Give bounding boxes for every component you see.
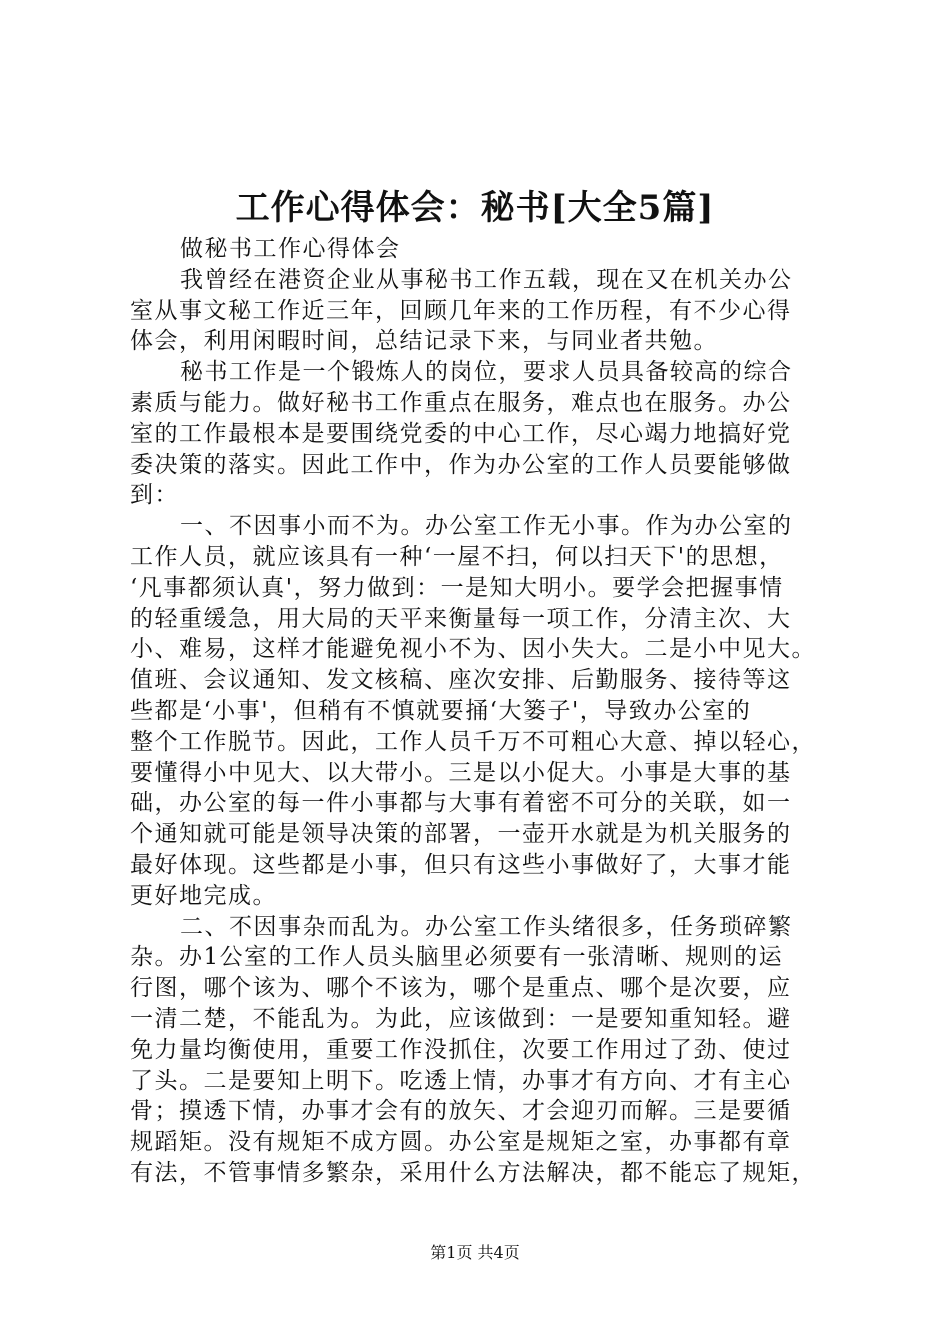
document-body xyxy=(130,234,830,1189)
text-line: 行图，哪个该为、哪个不该为，哪个是重点、哪个是次要，应 xyxy=(130,975,792,1002)
text-line: 我曾经在港资企业从事秘书工作五载，现在又在机关办公 xyxy=(180,266,793,293)
text-line: 免力量均衡使用，重要工作没抓住，次要工作用过了劲、使过 xyxy=(130,1036,792,1063)
text-line: 二、不因事杂而乱为。办公室工作头绪很多，任务琐碎繁 xyxy=(180,913,793,940)
text-line: 值班、会议通知、发文核稿、座次安排、后勤服务、接待等这 xyxy=(130,667,792,694)
page-footer: 第1页 共4页 xyxy=(430,1243,520,1262)
text-line: 个通知就可能是领导决策的部署，一壶开水就是为机关服务的 xyxy=(130,821,792,848)
text-line: 一清二楚，不能乱为。为此，应该做到：一是要知重知轻。避 xyxy=(130,1005,792,1032)
text-line: 最好体现。这些都是小事，但只有这些小事做好了，大事才能 xyxy=(130,851,792,878)
text-line: 室从事文秘工作近三年，回顾几年来的工作历程，有不少心得 xyxy=(130,297,792,324)
text-line: 要懂得小中见大、以大带小。三是以小促大。小事是大事的基 xyxy=(130,759,792,786)
text-line: 小、难易，这样才能避免视小不为、因小失大。二是小中见大。 xyxy=(130,636,816,663)
text-line: 整个工作脱节。因此，工作人员千万不可粗心大意、掉以轻心， xyxy=(130,728,816,755)
text-line: 些都是‘小事'，但稍有不慎就要捅‘大篓子'，导致办公室的 xyxy=(130,697,752,724)
document-title: 工作心得体会：秘书[大全5篇] xyxy=(235,188,715,228)
text-line: 室的工作最根本是要围绕党委的中心工作，尽心竭力地搞好党 xyxy=(130,420,792,447)
text-line: 规蹈矩。没有规矩不成方圆。办公室是规矩之室，办事都有章 xyxy=(130,1129,792,1156)
text-line: 有法，不管事情多繁杂，采用什么方法解决，都不能忘了规矩， xyxy=(130,1159,816,1186)
text-line: 工作人员，就应该具有一种‘一屋不扫，何以扫天下'的思想， xyxy=(130,543,784,570)
text-line: 到： xyxy=(130,482,179,509)
text-line: 秘书工作是一个锻炼人的岗位，要求人员具备较高的综合 xyxy=(180,359,793,386)
text-line: 委决策的落实。因此工作中，作为办公室的工作人员要能够做 xyxy=(130,451,792,478)
text-line: ‘凡事都须认真'，努力做到：一是知大明小。要学会把握事情 xyxy=(130,574,784,601)
text-line: 杂。办1公室的工作人员头脑里必须要有一张清晰、规则的运 xyxy=(130,944,784,971)
text-line: 素质与能力。做好秘书工作重点在服务，难点也在服务。办公 xyxy=(130,389,792,416)
text-line: 更好地完成。 xyxy=(130,882,277,909)
text-line: 了头。二是要知上明下。吃透上情，办事才有方向、才有主心 xyxy=(130,1067,792,1094)
text-line: 础，办公室的每一件小事都与大事有着密不可分的关联，如一 xyxy=(130,790,792,817)
text-line: 做秘书工作心得体会 xyxy=(180,236,401,262)
text-line: 一、不因事小而不为。办公室工作无小事。作为办公室的 xyxy=(180,513,793,540)
text-line: 体会，利用闲暇时间，总结记录下来，与同业者共勉。 xyxy=(130,328,718,355)
text-line: 骨；摸透下情，办事才会有的放矢、才会迎刃而解。三是要循 xyxy=(130,1098,792,1125)
text-line: 的轻重缓急，用大局的天平来衡量每一项工作，分清主次、大 xyxy=(130,605,792,632)
